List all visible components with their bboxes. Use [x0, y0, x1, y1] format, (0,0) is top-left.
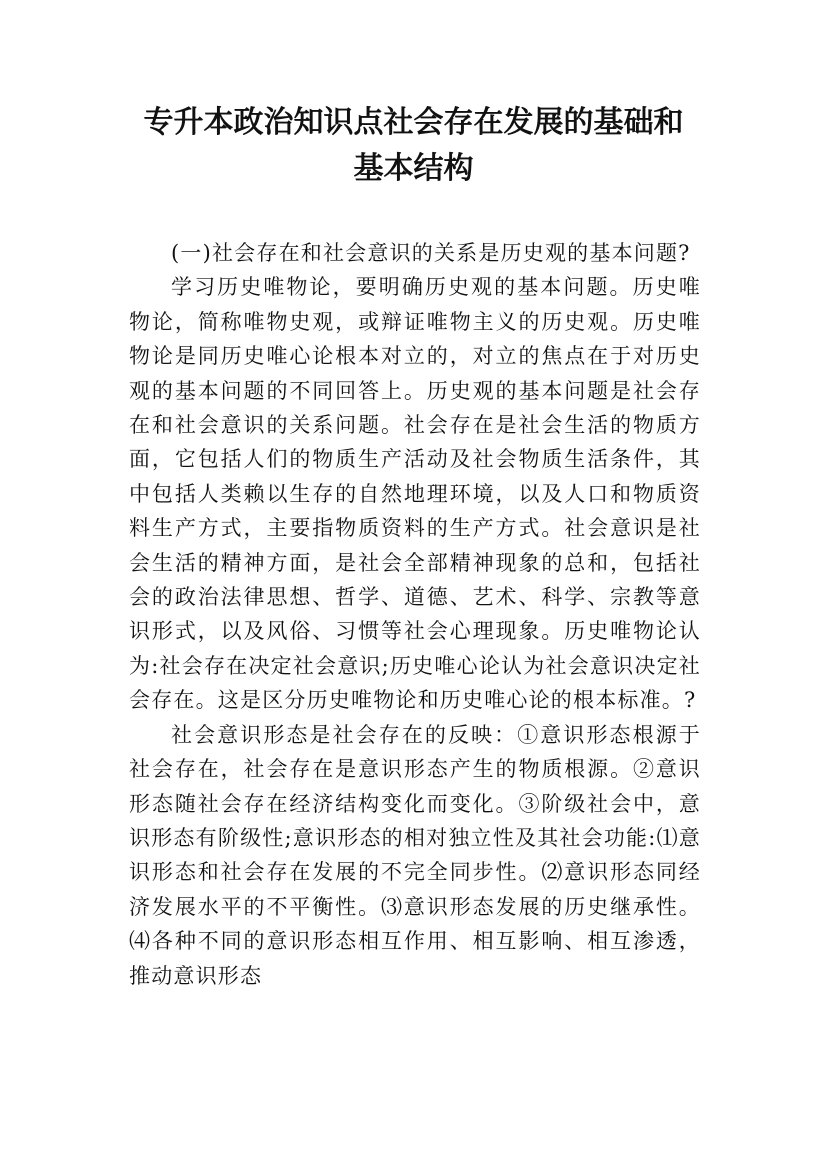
section-heading: (一)社会存在和社会意识的关系是历史观的基本问题? — [171, 241, 691, 265]
title-line-1: 专升本政治知识点社会存在发展的基础和 — [143, 105, 684, 140]
paragraph-2: 社会意识形态是社会存在的反映：①意识形态根源于社会存在，社会存在是意识形态产生的物质根源。②意识形态随社会存在经济结构变化而变化。③阶级社会中，意识形态有阶级性;意识形态的相对独立性及其社会功能:⑴意识形态和社会存在发展的不完全同步性。⑵意识形态同经济发展水平的不平衡性。⑶意识形态发展的历史继承性。⑷各种不同的意识形态相互作用、相互影响、相互渗透，推动意识形态 — [129, 722, 701, 988]
document-body — [129, 236, 701, 993]
title-line-2: 基本结构 — [353, 151, 474, 186]
document-title — [110, 100, 717, 192]
paragraph-1: 学习历史唯物论，要明确历史观的基本问题。历史唯物论，简称唯物史观，或辩证唯物主义的历史观。历史唯物论是同历史唯心论根本对立的，对立的焦点在于对历史观的基本问题的不同回答上。历史观的基本问题是社会存在和社会意识的关系问题。社会存在是社会生活的物质方面，它包括人们的物质生产活动及社会物质生活条件，其中包括人类赖以生存的自然地理环境，以及人口和物质资料生产方式，主要指物质资料的生产方式。社会意识是社会生活的精神方面，是社会全部精神现象的总和，包括社会的政治法律思想、哲学、道德、艺术、科学、宗教等意识形式，以及风俗、习惯等社会心理现象。历史唯物论认为:社会存在决定社会意识;历史唯心论认为社会意识决定社会存在。这是区分历史唯物论和历史唯心论的根本标准。? — [129, 275, 701, 713]
